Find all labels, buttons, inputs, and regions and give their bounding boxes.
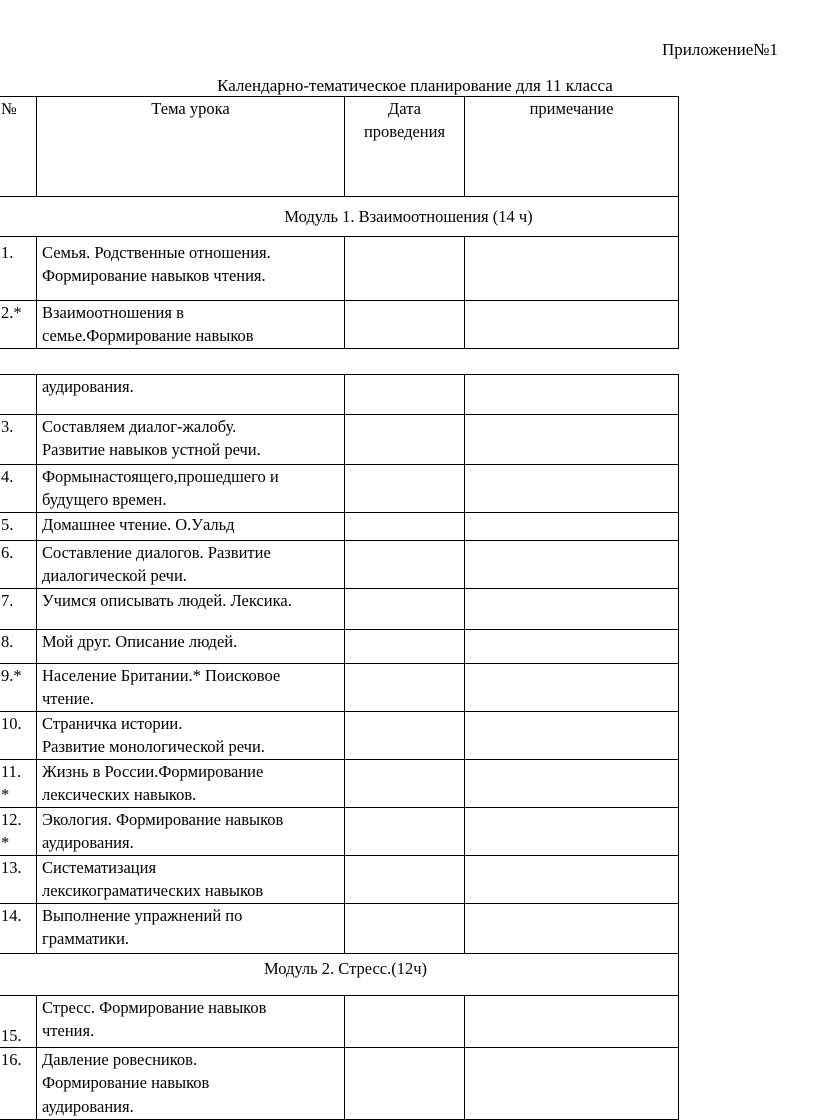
lesson-note [465,301,679,349]
lesson-number: 2.* [0,301,37,349]
table-row [0,712,679,760]
lesson-topic: Составляем диалог-жалобу. Развитие навыков устной речи. [37,415,345,465]
lesson-date [345,856,465,904]
lesson-number: 11. * [0,760,37,808]
lesson-topic: Выполнение упражнений по грамматики. [37,904,345,954]
lesson-topic: Население Британии.* Поисковое чтение. [37,664,345,712]
module-row [0,197,679,237]
lesson-topic: Мой друг. Описание людей. [37,630,345,664]
lesson-note [465,465,679,513]
document-title: Календарно-тематическое планирование для 11 класса [217,76,613,95]
header-number: № [0,97,37,197]
lesson-number: 3. [0,415,37,465]
lesson-date [345,375,465,415]
module-1-title: Модуль 1. Взаимоотношения (14 ч) [0,197,679,237]
lesson-topic: Формынастоящего,прошедшего и будущего времен. [37,465,345,513]
lesson-note [465,712,679,760]
lesson-note [465,375,679,415]
table-row [0,465,679,513]
lesson-note [465,904,679,954]
lesson-topic: Жизнь в России.Формирование лексических навыков. [37,760,345,808]
lesson-number: 8. [0,630,37,664]
lesson-date [345,541,465,589]
lesson-date [345,415,465,465]
lesson-note [465,237,679,301]
lesson-note [465,630,679,664]
lesson-date [345,465,465,513]
lesson-number: 15. [0,996,37,1048]
lesson-note [465,996,679,1048]
table-row [0,996,679,1048]
lesson-topic: Семья. Родственные отношения. Формирование навыков чтения. [37,237,345,301]
lesson-number: 5. [0,513,37,541]
lesson-date [345,996,465,1048]
table-row [0,301,679,349]
header-topic: Тема урока [37,97,345,197]
lesson-topic: Стресс. Формирование навыков чтения. [37,996,345,1048]
lesson-number: 1. [0,237,37,301]
table-row [0,1048,679,1120]
lesson-note [465,589,679,630]
lesson-number: 6. [0,541,37,589]
lesson-number: 16. [0,1048,37,1120]
lesson-topic: Экология. Формирование навыков аудирования. [37,808,345,856]
lesson-number [0,375,37,415]
table-header-row [0,97,679,197]
lesson-topic: Систематизация лексикограматических навыков [37,856,345,904]
header-note: примечание [465,97,679,197]
lesson-date [345,1048,465,1120]
lesson-number: 12. * [0,808,37,856]
table-row [0,237,679,301]
lesson-date [345,630,465,664]
lesson-number: 4. [0,465,37,513]
lesson-number: 13. [0,856,37,904]
table-row [0,630,679,664]
lesson-note [465,760,679,808]
lesson-note [465,541,679,589]
lesson-date [345,904,465,954]
lesson-date [345,237,465,301]
module-2-title: Модуль 2. Стресс.(12ч) [0,954,679,996]
lesson-topic: Учимся описывать людей. Лексика. [37,589,345,630]
table-row [0,760,679,808]
lesson-note [465,664,679,712]
lesson-date [345,760,465,808]
lesson-date [345,589,465,630]
table-row [0,904,679,954]
header-date: Дата проведения [345,97,465,197]
lesson-date [345,513,465,541]
table-row [0,541,679,589]
table-row [0,808,679,856]
lesson-topic: Составление диалогов. Развитие диалогической речи. [37,541,345,589]
lesson-note [465,808,679,856]
lesson-topic: аудирования. [37,375,345,415]
table-row [0,664,679,712]
plan-table-part-1 [0,96,679,349]
lesson-number: 9.* [0,664,37,712]
lesson-note [465,1048,679,1120]
lesson-topic: Взаимоотношения в семье.Формирование навыков [37,301,345,349]
table-row [0,856,679,904]
lesson-date [345,712,465,760]
table-row [0,589,679,630]
lesson-topic: Домашнее чтение. О.Уальд [37,513,345,541]
table-row [0,513,679,541]
lesson-note [465,513,679,541]
appendix-label: Приложение№1 [662,40,778,59]
lesson-date [345,301,465,349]
table-row [0,415,679,465]
lesson-note [465,856,679,904]
lesson-number: 10. [0,712,37,760]
lesson-number: 7. [0,589,37,630]
lesson-note [465,415,679,465]
lesson-topic: Страничка истории. Развитие монологической речи. [37,712,345,760]
lesson-topic: Давление ровесников. Формирование навыков аудирования. [37,1048,345,1120]
module-row [0,954,679,996]
lesson-date [345,664,465,712]
lesson-number: 14. [0,904,37,954]
plan-table-part-2 [0,374,679,1120]
table-row [0,375,679,415]
lesson-date [345,808,465,856]
